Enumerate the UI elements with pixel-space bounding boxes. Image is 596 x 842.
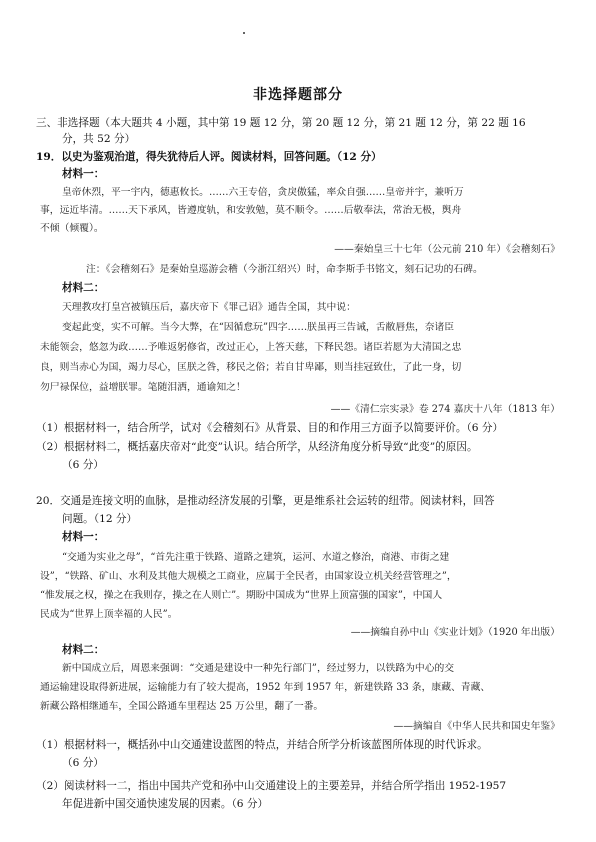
q20-subquestion-1-line2: （6 分） (62, 757, 104, 769)
q19-subquestion-1: （1）根据材料一，结合所学，试对《会稽刻石》从背景、目的和作用三方面予以简要评价。（6 分） (36, 422, 504, 434)
q20-stem-line2: 问题。（12 分） (62, 513, 138, 525)
q19-stem: 19．以史为鉴观治道，得失犹待后人评。阅读材料，回答问题。（12 分） (36, 151, 382, 163)
q19-material2-line: 变起此变，实不可解。当今大弊，在“因循怠玩”四字……朕虽再三告诫，舌敝唇焦，奈诸臣 (62, 322, 455, 333)
q20-material1-line: “交通为实业之母”，“首先注重于铁路、道路之建筑，运河、水道之修治，商港、市街之建 (62, 552, 450, 563)
part3-header-line2: 分，共 52 分） (62, 133, 136, 145)
q20-material1-source: ——摘编自孙中山《实业计划》（1920 年出版） (350, 627, 560, 638)
part3-header-line1: 三、非选择题（本大题共 4 小题，其中第 19 题 12 分，第 20 题 12 分，第 21 题 12 分，第 22 题 16 (36, 117, 526, 129)
q20-material2-line: 新藏公路相继通车，全国公路通车里程达 25 万公里，翻了一番。 (40, 701, 324, 712)
q19-material1-line: 皇帝休烈，平一宇内，德惠攸长。……六王专倍，贪戾傲猛，率众自强……皇帝并宇，兼听万 (62, 187, 464, 198)
q19-material2-source: ——《清仁宗实录》卷 274 嘉庆十八年（1813 年） (330, 404, 560, 415)
q19-material1-line: 不倾（倾覆）。 (40, 223, 104, 234)
page-mark (243, 32, 245, 34)
q19-material1-label: 材料一： (62, 168, 105, 180)
section-title: 非选择题部分 (253, 87, 343, 103)
q19-subquestion-2-line1: （2）根据材料二，概括嘉庆帝对“此变”认识。结合所学，从经济角度分析导致“此变”的原因。 (36, 441, 478, 453)
q19-material2-line: 天理教攻打皇宫被镇压后，嘉庆帝下《罪己诏》通告全国，其中说： (62, 302, 356, 313)
q20-material2-line: 新中国成立后，周恩来强调：“交通是建设中一种先行部门”，经过努力，以铁路为中心的交 (62, 663, 455, 674)
q20-material2-line: 通运输建设取得新进展，运输能力有了较大提高，1952 年到 1957 年，新建铁路 33 条，康藏、青藏、 (40, 682, 491, 693)
q20-material2-label: 材料二： (62, 644, 105, 656)
q19-material1-line: 事，远近毕清。……天下承风，皆遵度轨，和安敦勉，莫不顺令。……后敬奉法，常治无极，舆舟 (40, 205, 462, 216)
q20-stem-line1: 20．交通是连接文明的血脉，是推动经济发展的引擎，更是维系社会运转的纽带。阅读材料，回答 (36, 495, 495, 507)
q20-subquestion-2-line1: （2）阅读材料一二，指出中国共产党和孙中山交通建设上的主要差异，并结合所学指出 1952-1957 (36, 780, 507, 792)
q20-subquestion-1-line1: （1）根据材料一，概括孙中山交通建设蓝图的特点，并结合所学分析该蓝图所体现的时代诉求。 (36, 739, 488, 751)
q20-material1-line: 民成为“世界上顶幸福的人民”。 (40, 609, 178, 620)
q20-material1-line: “惟发展之权，操之在我则存，操之在人则亡”。期盼中国成为“世界上顶富强的国家”，中国人 (40, 590, 443, 601)
q20-material1-label: 材料一： (62, 531, 105, 543)
q19-material2-label: 材料二： (62, 282, 105, 294)
q19-material2-line: 勿尸禄保位，益增朕罪。笔随泪洒，通谕知之！ (40, 382, 246, 393)
q19-subquestion-2-line2: （6 分） (62, 459, 104, 471)
q20-subquestion-2-line2: 年促进新中国交通快速发展的因素。（6 分） (62, 798, 269, 810)
q19-material2-line: 未能领会，悠忽为政……予唯返躬修省，改过正心，上答天慈，下释民怨。诸臣若愿为大清国之忠 (40, 342, 462, 353)
q19-material1-note: 注：《会稽刻石》是秦始皇巡游会稽（今浙江绍兴）时，命李斯手书铭文，刻石记功的石碑。 (86, 264, 483, 275)
q19-material1-source: ——秦始皇三十七年（公元前 210 年）《会稽刻石》 (334, 244, 560, 255)
q20-material1-line: 设”，“铁路、矿山、水利及其他大规模之工商业，应属于全民者，由国家设立机关经营管理之”， (40, 571, 457, 582)
q19-material2-line: 良，则当赤心为国，竭力尽心，匡朕之咎，移民之俗；若自甘卑鄙，则当挂冠致仕，了此一身，切 (40, 362, 462, 373)
q20-material2-source: ——摘编自《中华人民共和国史年鉴》 (393, 721, 560, 732)
